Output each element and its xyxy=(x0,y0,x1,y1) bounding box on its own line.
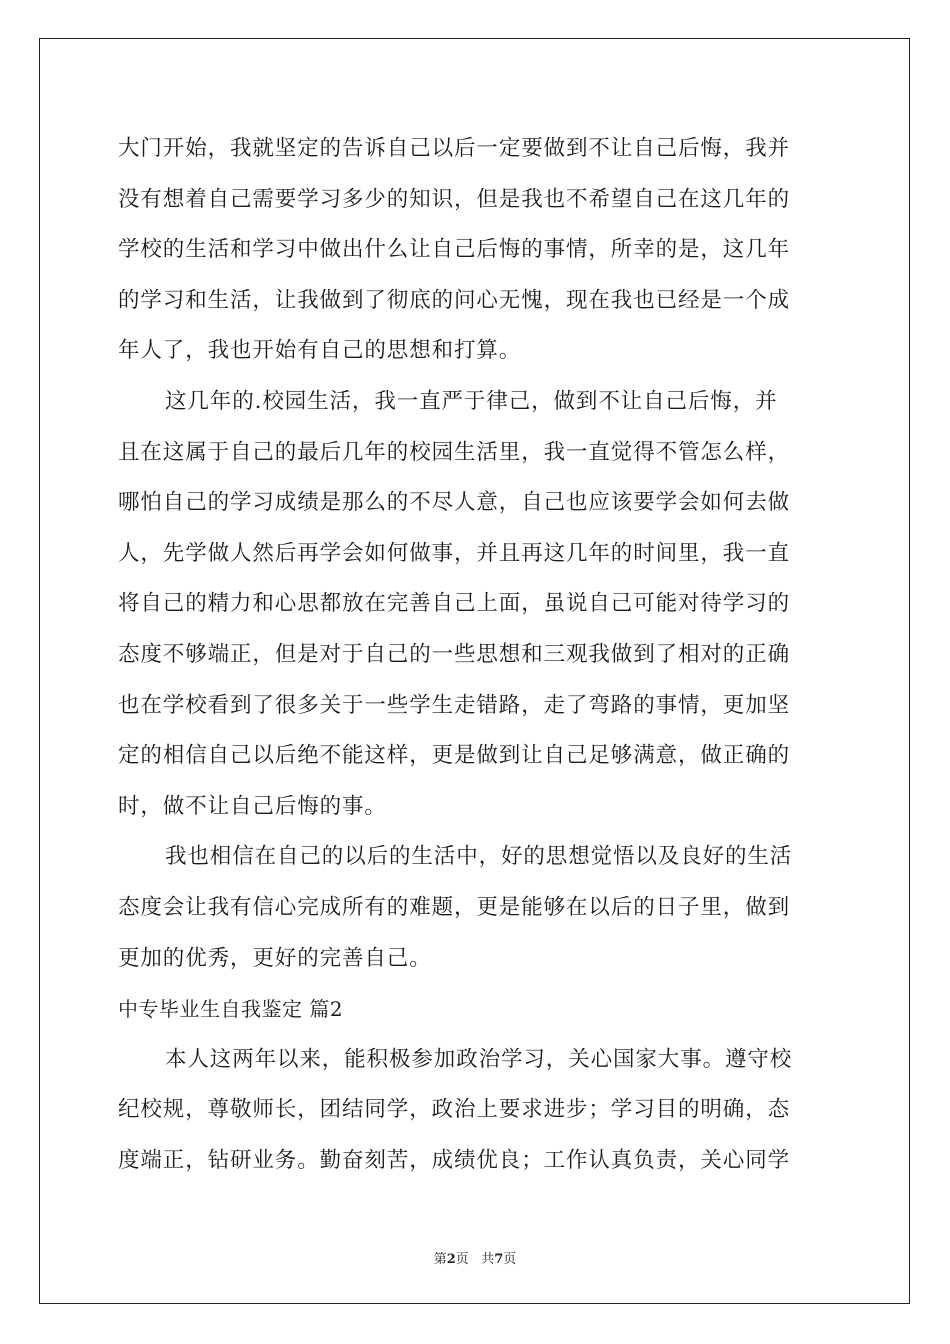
text-line: 年人了，我也开始有自己的思想和打算。 xyxy=(118,338,522,364)
text-line: 人，先学做人然后再学会如何做事，并且再这几年的时间里，我一直 xyxy=(118,540,791,566)
text-line: 学校的生活和学习中做出什么让自己后悔的事情，所幸的是，这几年 xyxy=(118,237,791,263)
text-line: 更加的优秀，更好的完善自己。 xyxy=(118,945,432,971)
paragraph-first-line: 我也相信在自己的以后的生活中，好的思想觉悟以及良好的生活 xyxy=(165,844,793,870)
total-prefix: 共 xyxy=(481,1252,495,1267)
text-line: 度端正，钻研业务。勤奋刻苦，成绩优良；工作认真负责，关心同学 xyxy=(118,1147,791,1173)
page-number: 2 xyxy=(446,1252,456,1267)
text-line: 定的相信自己以后绝不能这样，更是做到让自己足够满意，做正确的 xyxy=(118,743,791,769)
text-line: 大门开始，我就坚定的告诉自己以后一定要做到不让自己后悔，我并 xyxy=(118,136,791,161)
paragraph-first-line: 本人这两年以来，能积极参加政治学习，关心国家大事。遵守校 xyxy=(165,1046,793,1072)
page-footer xyxy=(0,1248,950,1267)
text-line: 态度会让我有信心完成所有的难题，更是能够在以后的日子里，做到 xyxy=(118,894,791,920)
text-line: 时，做不让自己后悔的事。 xyxy=(118,793,387,819)
text-line: 的学习和生活，让我做到了彻底的问心无愧，现在我也已经是一个成 xyxy=(118,287,791,313)
text-line: 哪怕自己的学习成绩是那么的不尽人意，自己也应该要学会如何去做 xyxy=(118,490,791,516)
total-suffix: 页 xyxy=(503,1252,517,1267)
text-line: 没有想着自己需要学习多少的知识，但是我也不希望自己在这几年的 xyxy=(118,186,791,212)
paragraph-first-line: 这几年的.校园生活，我一直严于律己，做到不让自己后悔，并 xyxy=(165,388,778,414)
page-suffix: 页 xyxy=(455,1252,469,1267)
page-prefix: 第 xyxy=(433,1252,447,1267)
section-heading: 中专毕业生自我鉴定 篇2 xyxy=(118,997,344,1022)
text-line: 也在学校看到了很多关于一些学生走错路，走了弯路的事情，更加坚 xyxy=(118,692,791,718)
text-line: 且在这属于自己的最后几年的校园生活里，我一直觉得不管怎么样， xyxy=(118,439,791,465)
text-line: 纪校规，尊敬师长，团结同学，政治上要求进步；学习目的明确，态 xyxy=(118,1097,791,1123)
total-pages: 7 xyxy=(494,1252,504,1267)
document-body xyxy=(118,124,834,1186)
text-line: 将自己的精力和心思都放在完善自己上面，虽说自己可能对待学习的 xyxy=(118,591,791,617)
text-line: 态度不够端正，但是对于自己的一些思想和三观我做到了相对的正确 xyxy=(118,641,791,667)
